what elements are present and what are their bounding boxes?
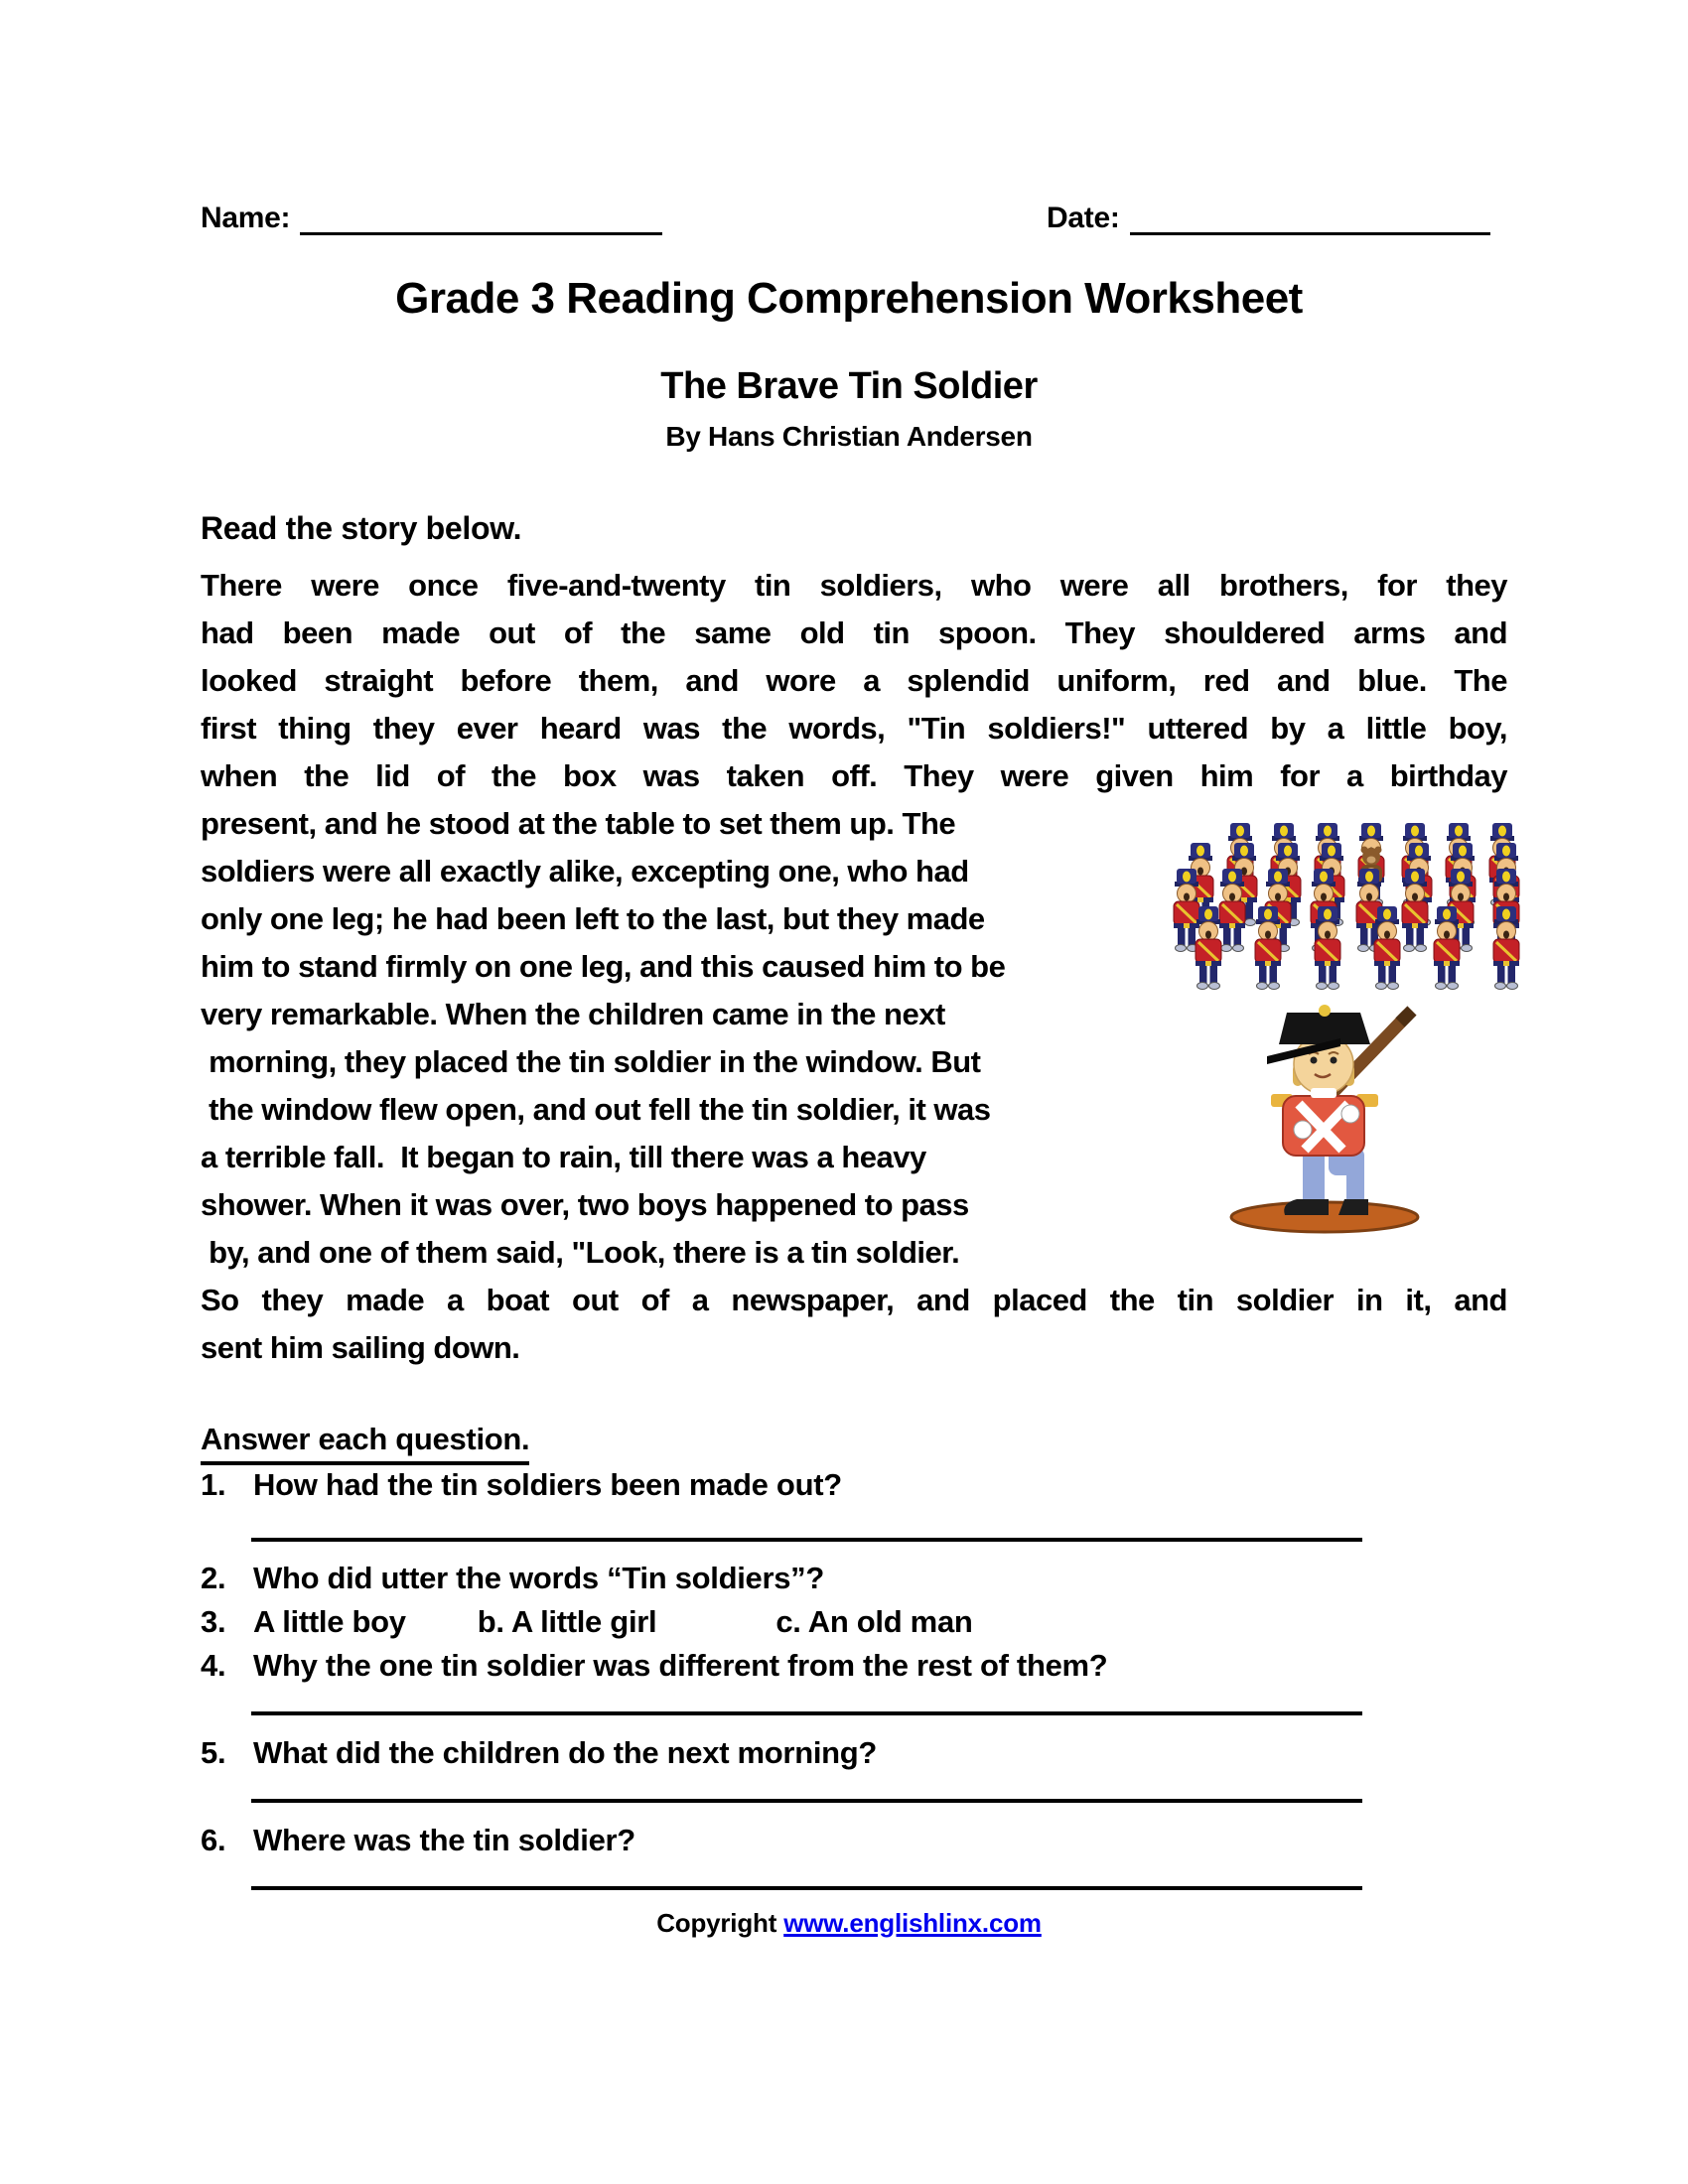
question-1 — [201, 1467, 842, 1503]
answer-blank-line — [251, 1538, 1362, 1542]
story-line: looked straight before them, and wore a splendid uniform, red and blue. The — [201, 663, 1507, 698]
date-blank-line — [1130, 199, 1490, 235]
englishlinx-link[interactable]: www.englishlinx.com — [783, 1908, 1042, 1938]
tin-soldiers-group-image — [1165, 822, 1550, 991]
story-line: sent him sailing down. — [201, 1330, 520, 1365]
story-line: morning, they placed the tin soldier in the window. But — [201, 1044, 981, 1079]
story-line: when the lid of the box was taken off. They were given him for a birthday — [201, 758, 1507, 793]
answer-blank-line — [251, 1799, 1362, 1803]
answer-blank-line — [251, 1886, 1362, 1890]
question-6 — [201, 1823, 635, 1858]
story-line: There were once five-and-twenty tin soldiers, who were all brothers, for they — [201, 568, 1507, 603]
question-text: How had the tin soldiers been made out? — [253, 1467, 842, 1502]
question-text: Why the one tin soldier was different from the rest of them? — [253, 1648, 1108, 1683]
name-label: Name: — [201, 202, 291, 234]
story-line: by, and one of them said, "Look, there is a tin soldier. — [201, 1235, 960, 1270]
question-3 — [201, 1604, 973, 1640]
answer-blank-line — [251, 1711, 1362, 1715]
question-option-a: A little boy — [253, 1604, 406, 1639]
story-line: soldiers were all exactly alike, excepting one, who had — [201, 854, 969, 888]
question-number: 5. — [201, 1735, 226, 1770]
copyright-footer — [199, 1908, 1499, 1939]
date-label: Date: — [1047, 202, 1120, 234]
story-line: only one leg; he had been left to the last, but they made — [201, 901, 985, 936]
question-number: 3. — [201, 1604, 226, 1639]
question-2 — [201, 1561, 824, 1596]
name-field-row — [201, 199, 662, 235]
story-line: present, and he stood at the table to set them up. The — [201, 806, 956, 841]
question-text: Who did utter the words “Tin soldiers”? — [253, 1561, 825, 1595]
story-line: very remarkable. When the children came in the next — [201, 997, 945, 1031]
story-line: the window flew open, and out fell the tin soldier, it was — [201, 1092, 991, 1127]
question-number: 2. — [201, 1561, 226, 1595]
name-blank-line — [300, 199, 662, 235]
question-text: What did the children do the next morning? — [253, 1735, 878, 1770]
question-number: 6. — [201, 1823, 226, 1857]
date-field-row — [1047, 199, 1490, 235]
question-5 — [201, 1735, 877, 1771]
question-number: 1. — [201, 1467, 226, 1502]
question-option-b: b. A little girl — [477, 1604, 657, 1639]
story-line: had been made out of the same old tin spoon. They shouldered arms and — [201, 615, 1507, 650]
story-line: shower. When it was over, two boys happened to pass — [201, 1187, 969, 1222]
read-story-instruction: Read the story below. — [201, 510, 522, 546]
question-number: 4. — [201, 1648, 226, 1683]
story-title: The Brave Tin Soldier — [660, 365, 1038, 407]
copyright-label: Copyright — [656, 1908, 784, 1938]
question-4 — [201, 1648, 1107, 1684]
question-text: Where was the tin soldier? — [253, 1823, 635, 1857]
question-option-c: c. An old man — [775, 1604, 973, 1639]
tin-soldier-image — [1211, 999, 1438, 1237]
story-line: first thing they ever heard was the words, "Tin soldiers!" uttered by a little boy, — [201, 711, 1507, 746]
questions-heading: Answer each question. — [201, 1422, 529, 1465]
story-line: So they made a boat out of a newspaper, and placed the tin soldier in it, and — [201, 1283, 1507, 1317]
story-line: a terrible fall. It began to rain, till there was a heavy — [201, 1140, 926, 1174]
story-byline: By Hans Christian Andersen — [665, 421, 1033, 452]
story-line: him to stand firmly on one leg, and this caused him to be — [201, 949, 1006, 984]
page-title: Grade 3 Reading Comprehension Worksheet — [395, 274, 1303, 323]
